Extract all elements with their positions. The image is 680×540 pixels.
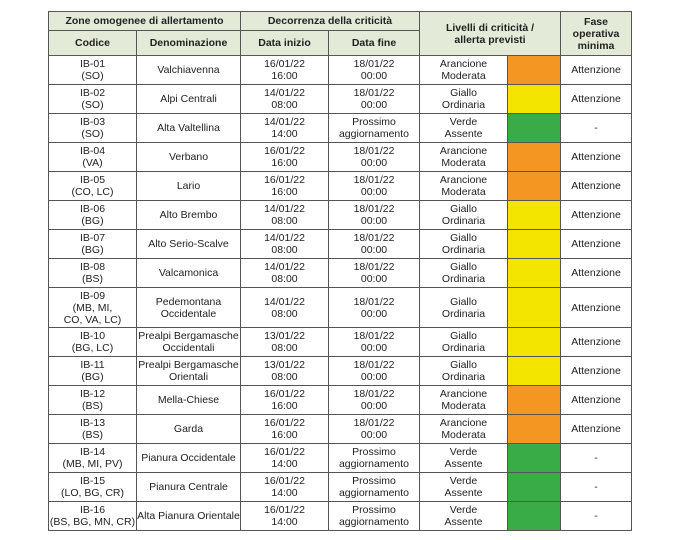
denominazione-cell: Pedemontana Occidentale: [137, 288, 241, 328]
swatch-fill: [508, 444, 560, 472]
swatch-fill: [508, 328, 560, 356]
livello-color-swatch: [508, 473, 561, 502]
swatch-fill: [508, 172, 560, 200]
livello-color-swatch: [508, 85, 561, 114]
fase-cell: -: [561, 444, 632, 473]
livello-color-swatch: [508, 502, 561, 531]
codice-cell: IB-15 (LO, BG, CR): [49, 473, 137, 502]
swatch-fill: [508, 473, 560, 501]
denominazione-cell: Mella-Chiese: [137, 386, 241, 415]
data-inizio-cell: 16/01/22 14:00: [241, 444, 329, 473]
livello-color-swatch: [508, 172, 561, 201]
table-row: [49, 114, 632, 143]
data-fine-cell: 18/01/22 00:00: [329, 357, 420, 386]
codice-cell: IB-11 (BG): [49, 357, 137, 386]
denominazione-cell: Valchiavenna: [137, 56, 241, 85]
codice-cell: IB-10 (BG, LC): [49, 328, 137, 357]
fase-cell: Attenzione: [561, 56, 632, 85]
zone-header: Zone omogenee di allertamento: [49, 12, 241, 31]
data-inizio-cell: 16/01/22 16:00: [241, 56, 329, 85]
swatch-fill: [508, 288, 560, 327]
data-inizio-cell: 14/01/22 08:00: [241, 230, 329, 259]
data-inizio-cell: 14/01/22 08:00: [241, 201, 329, 230]
data-fine-cell: 18/01/22 00:00: [329, 386, 420, 415]
livello-cell: Verde Assente: [420, 114, 508, 143]
data-fine-cell: 18/01/22 00:00: [329, 259, 420, 288]
header-row-top: [49, 12, 632, 31]
fase-cell: -: [561, 502, 632, 531]
data-inizio-cell: 16/01/22 16:00: [241, 386, 329, 415]
table-row: [49, 230, 632, 259]
table-row: [49, 357, 632, 386]
data-inizio-cell: 14/01/22 14:00: [241, 114, 329, 143]
denominazione-cell: Pianura Centrale: [137, 473, 241, 502]
codice-cell: IB-02 (SO): [49, 85, 137, 114]
livello-cell: Giallo Ordinaria: [420, 230, 508, 259]
swatch-fill: [508, 259, 560, 287]
data-inizio-cell: 14/01/22 08:00: [241, 85, 329, 114]
data-fine-cell: 18/01/22 00:00: [329, 85, 420, 114]
swatch-fill: [508, 114, 560, 142]
codice-cell: IB-13 (BS): [49, 415, 137, 444]
table-row: [49, 473, 632, 502]
denominazione-cell: Alta Valtellina: [137, 114, 241, 143]
fase-cell: Attenzione: [561, 415, 632, 444]
swatch-fill: [508, 357, 560, 385]
data-inizio-header: Data inizio: [241, 31, 329, 56]
livello-cell: Arancione Moderata: [420, 415, 508, 444]
codice-cell: IB-04 (VA): [49, 143, 137, 172]
livello-cell: Giallo Ordinaria: [420, 328, 508, 357]
fase-cell: -: [561, 114, 632, 143]
codice-cell: IB-01 (SO): [49, 56, 137, 85]
fase-cell: Attenzione: [561, 386, 632, 415]
data-fine-cell: Prossimo aggiornamento: [329, 473, 420, 502]
data-inizio-cell: 13/01/22 08:00: [241, 357, 329, 386]
swatch-fill: [508, 415, 560, 443]
swatch-fill: [508, 56, 560, 84]
data-inizio-cell: 14/01/22 08:00: [241, 259, 329, 288]
codice-cell: IB-14 (MB, MI, PV): [49, 444, 137, 473]
data-fine-cell: 18/01/22 00:00: [329, 328, 420, 357]
data-inizio-cell: 16/01/22 16:00: [241, 415, 329, 444]
table-row: [49, 415, 632, 444]
decorrenza-header: Decorrenza della criticità: [241, 12, 420, 31]
fase-cell: Attenzione: [561, 230, 632, 259]
livello-color-swatch: [508, 56, 561, 85]
fase-header: Fase operativa minima: [561, 12, 632, 56]
table-row: [49, 502, 632, 531]
livelli-header: Livelli di criticità / allerta previsti: [420, 12, 561, 56]
table-row: [49, 328, 632, 357]
table-row: [49, 143, 632, 172]
fase-cell: Attenzione: [561, 85, 632, 114]
table-row: [49, 288, 632, 328]
codice-cell: IB-06 (BG): [49, 201, 137, 230]
codice-cell: IB-03 (SO): [49, 114, 137, 143]
denominazione-cell: Alto Brembo: [137, 201, 241, 230]
denominazione-cell: Alta Pianura Orientale: [137, 502, 241, 531]
denominazione-cell: Alpi Centrali: [137, 85, 241, 114]
table-row: [49, 201, 632, 230]
table-row: [49, 386, 632, 415]
livello-cell: Verde Assente: [420, 502, 508, 531]
livello-color-swatch: [508, 288, 561, 328]
denominazione-cell: Prealpi Bergamasche Occidentali: [137, 328, 241, 357]
data-fine-cell: 18/01/22 00:00: [329, 56, 420, 85]
table-row: [49, 56, 632, 85]
livello-color-swatch: [508, 386, 561, 415]
swatch-fill: [508, 386, 560, 414]
fase-cell: Attenzione: [561, 288, 632, 328]
data-fine-cell: 18/01/22 00:00: [329, 201, 420, 230]
data-fine-header: Data fine: [329, 31, 420, 56]
codice-cell: IB-09 (MB, MI, CO, VA, LC): [49, 288, 137, 328]
livello-cell: Giallo Ordinaria: [420, 288, 508, 328]
table-row: [49, 259, 632, 288]
alert-table: [48, 11, 632, 531]
livello-color-swatch: [508, 259, 561, 288]
livello-cell: Arancione Moderata: [420, 172, 508, 201]
data-fine-cell: 18/01/22 00:00: [329, 415, 420, 444]
denominazione-cell: Prealpi Bergamasche Orientali: [137, 357, 241, 386]
data-fine-cell: 18/01/22 00:00: [329, 172, 420, 201]
data-inizio-cell: 16/01/22 14:00: [241, 502, 329, 531]
data-inizio-cell: 16/01/22 14:00: [241, 473, 329, 502]
data-fine-cell: 18/01/22 00:00: [329, 143, 420, 172]
codice-cell: IB-07 (BG): [49, 230, 137, 259]
livello-cell: Arancione Moderata: [420, 386, 508, 415]
swatch-fill: [508, 201, 560, 229]
data-fine-cell: Prossimo aggiornamento: [329, 114, 420, 143]
livello-color-swatch: [508, 201, 561, 230]
livello-color-swatch: [508, 328, 561, 357]
swatch-fill: [508, 143, 560, 171]
fase-cell: Attenzione: [561, 259, 632, 288]
livello-cell: Giallo Ordinaria: [420, 259, 508, 288]
table-row: [49, 85, 632, 114]
livello-cell: Arancione Moderata: [420, 143, 508, 172]
swatch-fill: [508, 230, 560, 258]
livello-cell: Verde Assente: [420, 444, 508, 473]
denominazione-cell: Lario: [137, 172, 241, 201]
table-row: [49, 444, 632, 473]
data-inizio-cell: 13/01/22 08:00: [241, 328, 329, 357]
data-fine-cell: Prossimo aggiornamento: [329, 444, 420, 473]
livello-cell: Giallo Ordinaria: [420, 85, 508, 114]
table-row: [49, 172, 632, 201]
livello-color-swatch: [508, 444, 561, 473]
denominazione-cell: Alto Serio-Scalve: [137, 230, 241, 259]
data-fine-cell: Prossimo aggiornamento: [329, 502, 420, 531]
livello-cell: Giallo Ordinaria: [420, 357, 508, 386]
denominazione-cell: Verbano: [137, 143, 241, 172]
livello-color-swatch: [508, 415, 561, 444]
codice-cell: IB-05 (CO, LC): [49, 172, 137, 201]
livello-color-swatch: [508, 114, 561, 143]
fase-cell: -: [561, 473, 632, 502]
codice-cell: IB-12 (BS): [49, 386, 137, 415]
swatch-fill: [508, 85, 560, 113]
livello-cell: Arancione Moderata: [420, 56, 508, 85]
denominazione-cell: Valcamonica: [137, 259, 241, 288]
codice-cell: IB-08 (BS): [49, 259, 137, 288]
livello-cell: Giallo Ordinaria: [420, 201, 508, 230]
data-fine-cell: 18/01/22 00:00: [329, 288, 420, 328]
denominazione-cell: Pianura Occidentale: [137, 444, 241, 473]
fase-cell: Attenzione: [561, 328, 632, 357]
data-inizio-cell: 14/01/22 08:00: [241, 288, 329, 328]
fase-cell: Attenzione: [561, 143, 632, 172]
denominazione-header: Denominazione: [137, 31, 241, 56]
fase-cell: Attenzione: [561, 201, 632, 230]
swatch-fill: [508, 502, 560, 530]
fase-cell: Attenzione: [561, 172, 632, 201]
data-inizio-cell: 16/01/22 16:00: [241, 172, 329, 201]
livello-color-swatch: [508, 230, 561, 259]
codice-cell: IB-16 (BS, BG, MN, CR): [49, 502, 137, 531]
codice-header: Codice: [49, 31, 137, 56]
livello-cell: Verde Assente: [420, 473, 508, 502]
data-inizio-cell: 16/01/22 16:00: [241, 143, 329, 172]
livello-color-swatch: [508, 357, 561, 386]
fase-cell: Attenzione: [561, 357, 632, 386]
data-fine-cell: 18/01/22 00:00: [329, 230, 420, 259]
livello-color-swatch: [508, 143, 561, 172]
denominazione-cell: Garda: [137, 415, 241, 444]
